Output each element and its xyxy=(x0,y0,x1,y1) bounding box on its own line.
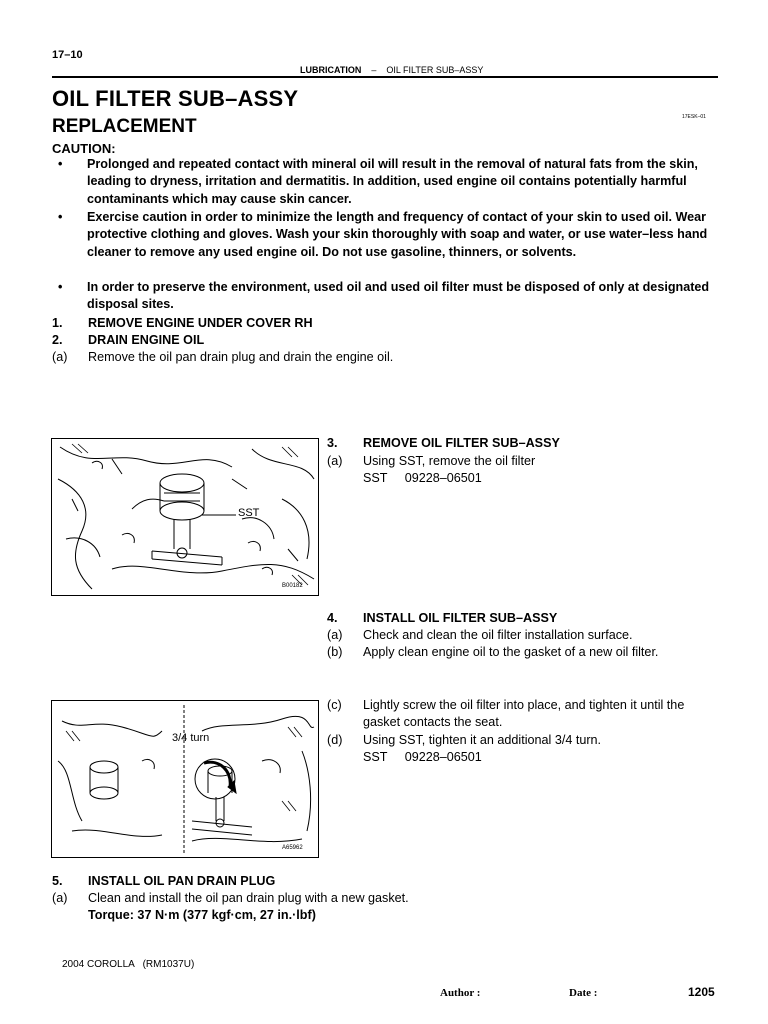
header-topic: OIL FILTER SUB–ASSY xyxy=(386,65,484,75)
bullet-icon: • xyxy=(58,210,63,224)
figure-install-oil-filter xyxy=(51,700,319,858)
header-section: LUBRICATION xyxy=(300,65,362,75)
step-number: 4. xyxy=(327,611,338,625)
caution-item-2 xyxy=(52,209,718,261)
header-separator: – xyxy=(371,65,377,75)
footer-model: 2004 COROLLA (RM1037U) xyxy=(62,959,195,970)
substep-text: Using SST, remove the oil filter xyxy=(363,454,536,468)
header-rule xyxy=(52,76,718,78)
substep-letter: (d) xyxy=(327,733,343,747)
oil-filter-installation-illustration xyxy=(52,701,318,857)
substep-letter: (c) xyxy=(327,698,342,712)
substep-text: Check and clean the oil filter installation surface. xyxy=(363,628,633,642)
step-number: 5. xyxy=(52,874,63,888)
bullet-icon: • xyxy=(58,280,63,294)
torque-value: Torque: 37 N·m (377 kgf·cm, 27 in.·lbf) xyxy=(88,908,316,922)
substep-letter: (a) xyxy=(327,454,343,468)
substep-text: Apply clean engine oil to the gasket of a new oil filter. xyxy=(363,645,659,659)
substep-text: Clean and install the oil pan drain plug with a new gasket. xyxy=(88,891,409,905)
footer-page-number: 1205 xyxy=(688,985,715,999)
figure-code: B00182 xyxy=(282,583,303,589)
sst-number: SST 09228–06501 xyxy=(363,471,482,485)
step-text: INSTALL OIL PAN DRAIN PLUG xyxy=(88,874,276,888)
caution-text: Exercise caution in order to minimize the length and frequency of contact of your skin to used oil. Wear protective clothing and gloves. Wash your skin thoroughly with soap and water, or use water–less hand cleaner to remove any used engine oil. Do not use gasoline, thinners, or solvents. xyxy=(87,210,708,259)
running-header xyxy=(300,65,483,75)
reference-code: 17ESK–01 xyxy=(682,114,706,120)
step-text: REMOVE ENGINE UNDER COVER RH xyxy=(88,316,313,330)
caution-text: Prolonged and repeated contact with mineral oil will result in the removal of natural fats from the skin, leading to dryness, irritation and dermatitis. In addition, used engine oil contains potentially harmful contaminants which may cause skin cancer. xyxy=(87,157,698,206)
step-number: 2. xyxy=(52,333,63,347)
substep-text: Remove the oil pan drain plug and drain the engine oil. xyxy=(88,350,394,364)
substep-text: gasket contacts the seat. xyxy=(363,715,503,729)
sst-number: SST 09228–06501 xyxy=(363,750,482,764)
caution-item-1 xyxy=(52,156,718,208)
step-text: DRAIN ENGINE OIL xyxy=(88,333,205,347)
figure-code: A65962 xyxy=(282,845,303,851)
substep-text: Lightly screw the oil filter into place, and tighten it until the xyxy=(363,698,685,712)
figure-remove-oil-filter xyxy=(51,438,319,596)
oil-filter-removal-illustration xyxy=(52,439,318,595)
page-title: OIL FILTER SUB–ASSY xyxy=(52,86,299,111)
caution-item-3 xyxy=(52,279,718,314)
substep-letter: (a) xyxy=(327,628,343,642)
footer-author-label: Author : xyxy=(440,987,481,999)
bullet-icon: • xyxy=(58,157,63,171)
substep-letter: (b) xyxy=(327,645,343,659)
page-number: 17–10 xyxy=(52,49,83,61)
step-number: 1. xyxy=(52,316,63,330)
substep-letter: (a) xyxy=(52,891,68,905)
step-text: REMOVE OIL FILTER SUB–ASSY xyxy=(363,436,560,450)
step-text: INSTALL OIL FILTER SUB–ASSY xyxy=(363,611,558,625)
step-number: 3. xyxy=(327,436,338,450)
substep-text: Using SST, tighten it an additional 3/4 turn. xyxy=(363,733,602,747)
substep-letter: (a) xyxy=(52,350,68,364)
footer-date-label: Date : xyxy=(569,987,598,999)
caution-label: CAUTION: xyxy=(52,141,116,156)
caution-text: In order to preserve the environment, used oil and used oil filter must be disposed of only at designated disposal sites. xyxy=(87,280,710,312)
sst-callout-label: SST xyxy=(238,507,260,519)
page-subtitle: REPLACEMENT xyxy=(52,116,197,137)
turn-callout-label: 3/4 turn xyxy=(172,732,210,744)
